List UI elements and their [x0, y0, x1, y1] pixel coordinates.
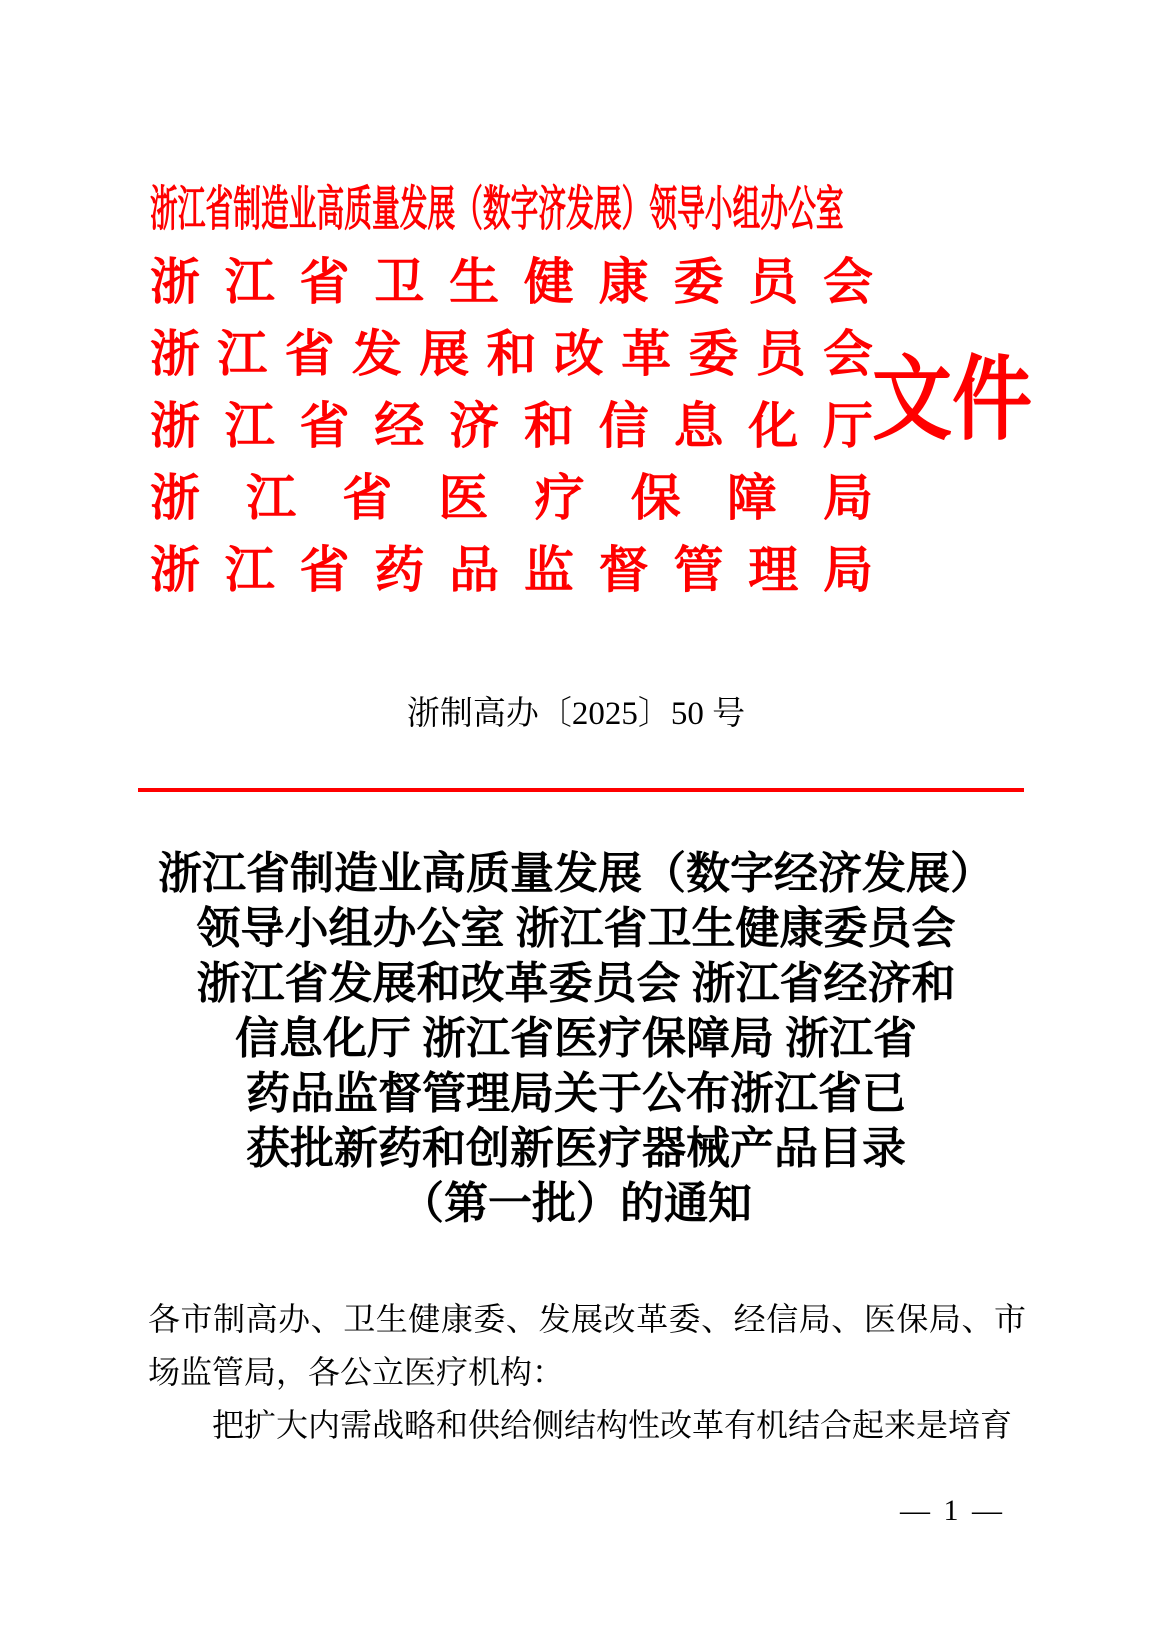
document-body: [148, 1293, 1026, 1452]
title-line: 信息化厅 浙江省医疗保障局 浙江省: [235, 1014, 917, 1063]
title-line: 浙江省发展和改革委员会 浙江省经济和: [196, 959, 956, 1008]
body-line-recipients-2: 场监管局，各公立医疗机构：: [148, 1354, 565, 1390]
page-number: — 1 —: [900, 1494, 1005, 1527]
agency-line-leading-group-office: 浙江省制造业高质量发展（数字济发展）领导小组办公室: [150, 183, 844, 236]
red-header-agencies: [150, 174, 873, 606]
agency-line-drug-administration: 浙江省药品监督管理局: [150, 542, 873, 598]
agency-line-medical-security-bureau: 浙江省医疗保障局: [150, 470, 873, 526]
title-line: 领导小组办公室 浙江省卫生健康委员会: [196, 904, 956, 953]
red-divider-line: [138, 788, 1024, 792]
agency-line-economy-informatization-dept: 浙江省经济和信息化厅: [150, 398, 873, 454]
title-line: 药品监督管理局关于公布浙江省已: [246, 1069, 906, 1118]
body-line-paragraph-1: 把扩大内需战略和供给侧结构性改革有机结合起来是培育: [212, 1407, 1013, 1443]
agency-line-health-commission: 浙江省卫生健康委员会: [150, 254, 873, 310]
title-line: （第一批）的通知: [400, 1179, 752, 1228]
title-line: 浙江省制造业高质量发展（数字经济发展）: [158, 849, 994, 898]
agency-line-development-reform-commission: 浙江省发展和改革委员会: [150, 326, 873, 382]
doc-type-label: 文件: [872, 349, 1033, 451]
document-title: [0, 846, 1152, 1231]
title-line: 获批新药和创新医疗器械产品目录: [246, 1124, 906, 1173]
doc-number: 浙制高办〔2025〕50 号: [406, 696, 746, 732]
body-line-recipients-1: 各市制高办、卫生健康委、发展改革委、经信局、医保局、市: [148, 1301, 1026, 1337]
